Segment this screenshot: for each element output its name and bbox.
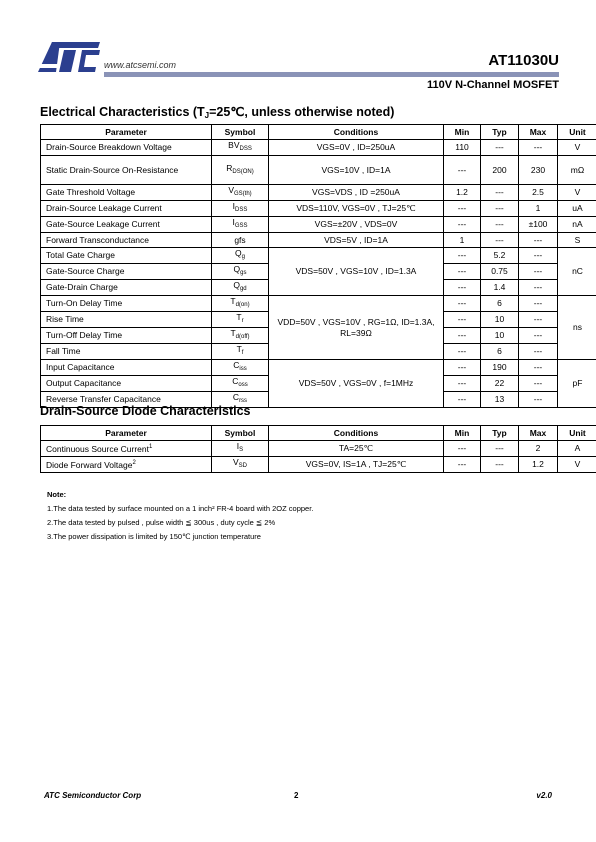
unit-cell: V — [558, 457, 596, 473]
parameter-cell: Turn-On Delay Time — [41, 296, 212, 312]
unit-cell: mΩ — [558, 156, 596, 185]
symbol-subscript: iss — [239, 366, 247, 372]
symbol-cell — [212, 328, 269, 344]
symbol-cell — [212, 360, 269, 376]
symbol-cell — [212, 457, 269, 473]
symbol-subscript: gs — [240, 270, 247, 276]
min-cell: --- — [444, 360, 481, 376]
parameter-cell: Forward Transconductance — [41, 233, 212, 248]
footer-version: v2.0 — [536, 791, 552, 800]
typ-cell: 0.75 — [481, 264, 519, 280]
table-row — [41, 201, 596, 217]
table-row — [41, 296, 596, 312]
max-cell: 2 — [519, 441, 558, 457]
symbol-text: T — [230, 296, 236, 306]
electrical-characteristics-table — [40, 124, 596, 408]
header-typ: Typ — [481, 426, 519, 441]
max-cell: --- — [519, 312, 558, 328]
header-unit: Unit — [558, 426, 596, 441]
header-max: Max — [519, 125, 558, 140]
table-row — [41, 156, 596, 185]
symbol-text: T — [236, 344, 242, 354]
header-parameter: Parameter — [41, 125, 212, 140]
symbol-text: C — [233, 360, 240, 370]
typ-cell: --- — [481, 233, 519, 248]
min-cell: --- — [444, 156, 481, 185]
notes-section — [47, 488, 313, 544]
parameter-cell: Gate Threshold Voltage — [41, 185, 212, 201]
header-symbol: Symbol — [212, 426, 269, 441]
min-cell: --- — [444, 392, 481, 408]
parameter-cell: Gate-Source Leakage Current — [41, 217, 212, 233]
table-header-row — [41, 426, 596, 441]
unit-cell: pF — [558, 360, 596, 408]
header-conditions: Conditions — [269, 125, 444, 140]
symbol-text: Q — [233, 264, 241, 274]
footnote-marker: 2 — [132, 460, 136, 467]
max-cell: --- — [519, 233, 558, 248]
symbol-cell — [212, 296, 269, 312]
table-row — [41, 441, 596, 457]
parameter-cell: Drain-Source Leakage Current — [41, 201, 212, 217]
symbol-cell — [212, 312, 269, 328]
typ-cell: 190 — [481, 360, 519, 376]
parameter-cell: Drain-Source Breakdown Voltage — [41, 140, 212, 156]
min-cell: --- — [444, 344, 481, 360]
header-max: Max — [519, 426, 558, 441]
symbol-subscript: rss — [239, 398, 248, 404]
note-item: 2.The data tested by pulsed , pulse width ≦ 300us , duty cycle ≦ 2% — [47, 518, 276, 527]
table-row — [41, 360, 596, 376]
symbol-subscript: DSS — [235, 207, 248, 213]
diode-characteristics-table — [40, 425, 596, 473]
symbol-text: I — [232, 217, 235, 227]
symbol-subscript: oss — [238, 382, 248, 388]
atc-logo — [38, 42, 100, 72]
max-cell: 1.2 — [519, 457, 558, 473]
symbol-text: C — [232, 376, 239, 386]
symbol-subscript: gd — [239, 286, 247, 292]
notes-title: Note: — [47, 490, 67, 499]
min-cell: 110 — [444, 140, 481, 156]
typ-cell: 6 — [481, 296, 519, 312]
symbol-subscript: r — [241, 318, 244, 324]
diode-title: Drain-Source Diode Characteristics — [40, 404, 251, 418]
symbol-subscript: GSS — [234, 223, 248, 229]
max-cell: ±100 — [519, 217, 558, 233]
symbol-subscript: f — [241, 350, 244, 356]
symbol-cell — [212, 264, 269, 280]
note-item: 1.The data tested by surface mounted on a 1 inch² FR-4 board with 2OZ copper. — [47, 504, 314, 513]
symbol-text: V — [228, 185, 234, 195]
symbol-cell — [212, 185, 269, 201]
footer-company: ATC Semiconductor Corp — [44, 791, 142, 800]
symbol-text: BV — [228, 140, 240, 150]
symbol-subscript: DSS — [239, 146, 252, 152]
header-min: Min — [444, 426, 481, 441]
conditions-cell: VGS=10V , ID=1A — [269, 156, 444, 185]
part-number: AT11030U — [488, 52, 559, 69]
unit-cell: nC — [558, 248, 596, 296]
min-cell: --- — [444, 280, 481, 296]
symbol-cell — [212, 140, 269, 156]
max-cell: --- — [519, 344, 558, 360]
max-cell: 2.5 — [519, 185, 558, 201]
max-cell: --- — [519, 376, 558, 392]
unit-cell: uA — [558, 201, 596, 217]
symbol-subscript: DS(ON) — [232, 168, 254, 175]
symbol-text: I — [232, 201, 236, 211]
min-cell: --- — [444, 296, 481, 312]
symbol-cell — [212, 441, 269, 457]
symbol-text: V — [232, 457, 239, 467]
max-cell: 230 — [519, 156, 558, 185]
conditions-cell: VDD=50V , VGS=10V , RG=1Ω, ID=1.3A, RL=39Ω — [269, 296, 444, 360]
parameter-cell: Gate-Source Charge — [41, 264, 212, 280]
table-row — [41, 248, 596, 264]
typ-cell: --- — [481, 441, 519, 457]
symbol-cell — [212, 217, 269, 233]
table-header-row — [41, 125, 596, 140]
parameter-cell — [41, 441, 212, 457]
parameter-cell: Rise Time — [41, 312, 212, 328]
typ-cell: 200 — [481, 156, 519, 185]
footnote-marker: 1 — [149, 444, 153, 451]
parameter-cell: Fall Time — [41, 344, 212, 360]
header-parameter: Parameter — [41, 426, 212, 441]
min-cell: --- — [444, 217, 481, 233]
min-cell: --- — [444, 457, 481, 473]
symbol-subscript: d(on) — [235, 302, 250, 308]
symbol-subscript: GS(th) — [234, 191, 252, 197]
min-cell: --- — [444, 376, 481, 392]
max-cell: --- — [519, 248, 558, 264]
electrical-title: Electrical Characteristics ($T_J=25℃$, unless otherwise noted) — [40, 105, 395, 120]
symbol-cell — [212, 156, 269, 185]
max-cell: --- — [519, 360, 558, 376]
parameter-text: Continuous Source Current — [46, 443, 150, 454]
conditions-cell: TA=25℃ — [269, 441, 444, 457]
unit-cell: V — [558, 185, 596, 201]
typ-cell: 22 — [481, 376, 519, 392]
symbol-text: T — [230, 328, 236, 338]
parameter-text: Diode Forward Voltage — [46, 459, 133, 470]
table-row — [41, 140, 596, 156]
typ-cell: 5.2 — [481, 248, 519, 264]
typ-cell: --- — [481, 140, 519, 156]
conditions-cell: VGS=±20V , VDS=0V — [269, 217, 444, 233]
header-unit: Unit — [558, 125, 596, 140]
typ-cell: 6 — [481, 344, 519, 360]
symbol-cell — [212, 280, 269, 296]
header-conditions: Conditions — [269, 426, 444, 441]
typ-cell: --- — [481, 185, 519, 201]
symbol-text: I — [236, 441, 240, 451]
typ-cell: --- — [481, 217, 519, 233]
typ-cell: --- — [481, 457, 519, 473]
min-cell: --- — [444, 312, 481, 328]
parameter-cell: Output Capacitance — [41, 376, 212, 392]
symbol-subscript: SD — [238, 463, 247, 469]
header-min: Min — [444, 125, 481, 140]
table-row — [41, 217, 596, 233]
table-row — [41, 233, 596, 248]
symbol-text: T — [236, 312, 242, 322]
header-typ: Typ — [481, 125, 519, 140]
unit-cell: nA — [558, 217, 596, 233]
symbol-text: Q — [235, 248, 242, 258]
typ-cell: 1.4 — [481, 280, 519, 296]
website-link[interactable]: www.atcsemi.com — [104, 60, 177, 70]
symbol-subscript: S — [239, 447, 244, 453]
parameter-cell: Reverse Transfer Capacitance — [41, 392, 212, 408]
page-number: 2 — [294, 791, 299, 800]
min-cell: --- — [444, 328, 481, 344]
document-subtitle: 110V N-Channel MOSFET — [426, 79, 559, 91]
max-cell: --- — [519, 264, 558, 280]
table-row — [41, 185, 596, 201]
min-cell: --- — [444, 441, 481, 457]
typ-cell: 10 — [481, 312, 519, 328]
parameter-cell: Turn-Off Delay Time — [41, 328, 212, 344]
symbol-subscript: g — [241, 254, 245, 260]
max-cell: --- — [519, 296, 558, 312]
conditions-cell: VGS=VDS , ID =250uA — [269, 185, 444, 201]
min-cell: --- — [444, 264, 481, 280]
symbol-cell — [212, 248, 269, 264]
min-cell: 1.2 — [444, 185, 481, 201]
header-rule — [104, 72, 559, 77]
conditions-cell: VGS=0V, IS=1A , TJ=25℃ — [269, 457, 444, 473]
symbol-cell — [212, 233, 269, 248]
max-cell: --- — [519, 280, 558, 296]
parameter-cell: Total Gate Charge — [41, 248, 212, 264]
symbol-subscript: d(off) — [235, 334, 250, 340]
symbol-text: R — [226, 162, 233, 173]
max-cell: --- — [519, 140, 558, 156]
note-item: 3.The power dissipation is limited by 150℃ junction temperature — [47, 532, 261, 541]
table-row — [41, 457, 596, 473]
max-cell: --- — [519, 328, 558, 344]
conditions-cell: VDS=50V , VGS=10V , ID=1.3A — [269, 248, 444, 296]
max-cell: 1 — [519, 201, 558, 217]
min-cell: --- — [444, 201, 481, 217]
parameter-cell — [41, 457, 212, 473]
min-cell: --- — [444, 248, 481, 264]
unit-cell: S — [558, 233, 596, 248]
typ-cell: --- — [481, 201, 519, 217]
parameter-cell: Input Capacitance — [41, 360, 212, 376]
symbol-cell — [212, 344, 269, 360]
symbol-text: C — [232, 392, 240, 402]
symbol-text: gfs — [234, 234, 246, 245]
parameter-cell: Static Drain-Source On-Resistance — [41, 156, 212, 185]
conditions-cell: VDS=50V , VGS=0V , f=1MHz — [269, 360, 444, 408]
unit-cell: V — [558, 140, 596, 156]
unit-cell: ns — [558, 296, 596, 360]
header-symbol: Symbol — [212, 125, 269, 140]
unit-cell: A — [558, 441, 596, 457]
conditions-cell: VDS=110V, VGS=0V , TJ=25℃ — [269, 201, 444, 217]
symbol-cell — [212, 201, 269, 217]
typ-cell: 10 — [481, 328, 519, 344]
symbol-text: Q — [233, 280, 240, 290]
max-cell: --- — [519, 392, 558, 408]
typ-cell: 13 — [481, 392, 519, 408]
conditions-cell: VGS=0V , ID=250uA — [269, 140, 444, 156]
parameter-cell: Gate-Drain Charge — [41, 280, 212, 296]
symbol-cell — [212, 376, 269, 392]
min-cell: 1 — [444, 233, 481, 248]
conditions-cell: VDS=5V , ID=1A — [269, 233, 444, 248]
